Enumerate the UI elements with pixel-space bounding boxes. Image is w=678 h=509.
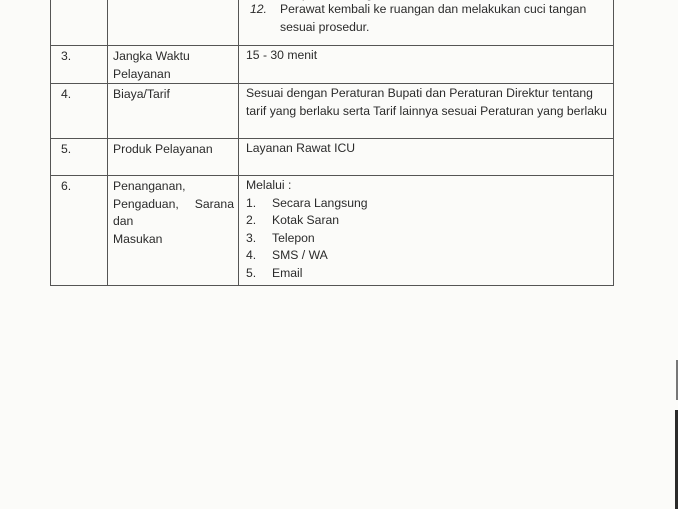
table-row [51, 176, 614, 286]
row-number: 3. [51, 46, 108, 84]
step-text: Perawat kembali ke ruangan dan melakukan cuci tangan sesuai prosedur. [280, 2, 587, 34]
row-value-cell [239, 0, 614, 46]
list-number: 3. [246, 230, 257, 245]
table-row [51, 84, 614, 139]
row-label-cell [108, 176, 239, 286]
list-number: 1. [246, 195, 257, 210]
row-number: 4. [51, 84, 108, 139]
list-number: 2. [246, 213, 257, 227]
row-label: Produk Pelayanan [108, 139, 239, 176]
channel-list [246, 195, 608, 283]
list-item [246, 212, 608, 230]
list-number: 5. [246, 265, 257, 280]
list-text: SMS / WA [272, 248, 328, 262]
row-label-last-line: Masukan [113, 231, 163, 246]
row-number-cell [51, 0, 108, 46]
row-value: Sesuai dengan Peraturan Bupati dan Peraturan Direktur tentang tarif yang berlaku serta Tarif lainnya sesuai Peraturan yang berlaku [239, 84, 614, 139]
list-item [246, 1, 608, 36]
row-label: Jangka Waktu Pelayanan [108, 46, 239, 84]
list-text: Telepon [272, 230, 315, 245]
row-label-justified: Penanganan, Pengaduan, Sarana dan [113, 179, 234, 228]
row-label: Biaya/Tarif [108, 84, 239, 139]
row-label-cell [108, 0, 239, 46]
list-item [246, 265, 608, 283]
table-row [51, 0, 614, 46]
channel-intro: Melalui : [246, 178, 292, 192]
list-text: Kotak Saran [272, 213, 340, 227]
list-number: 4. [246, 248, 257, 262]
list-item [246, 230, 608, 248]
list-text: Email [272, 265, 303, 280]
row-value: Layanan Rawat ICU [239, 139, 614, 176]
list-item [246, 195, 608, 213]
row-number: 6. [51, 176, 108, 286]
step-number: 12. [250, 2, 267, 16]
row-number: 5. [51, 139, 108, 176]
service-standard-table [50, 0, 614, 286]
row-value: 15 - 30 menit [239, 46, 614, 84]
row-value-cell [239, 176, 614, 286]
list-text: Secara Langsung [272, 195, 368, 210]
list-item [246, 247, 608, 265]
table-row [51, 46, 614, 84]
procedure-step-list [246, 1, 608, 36]
table-row [51, 139, 614, 176]
